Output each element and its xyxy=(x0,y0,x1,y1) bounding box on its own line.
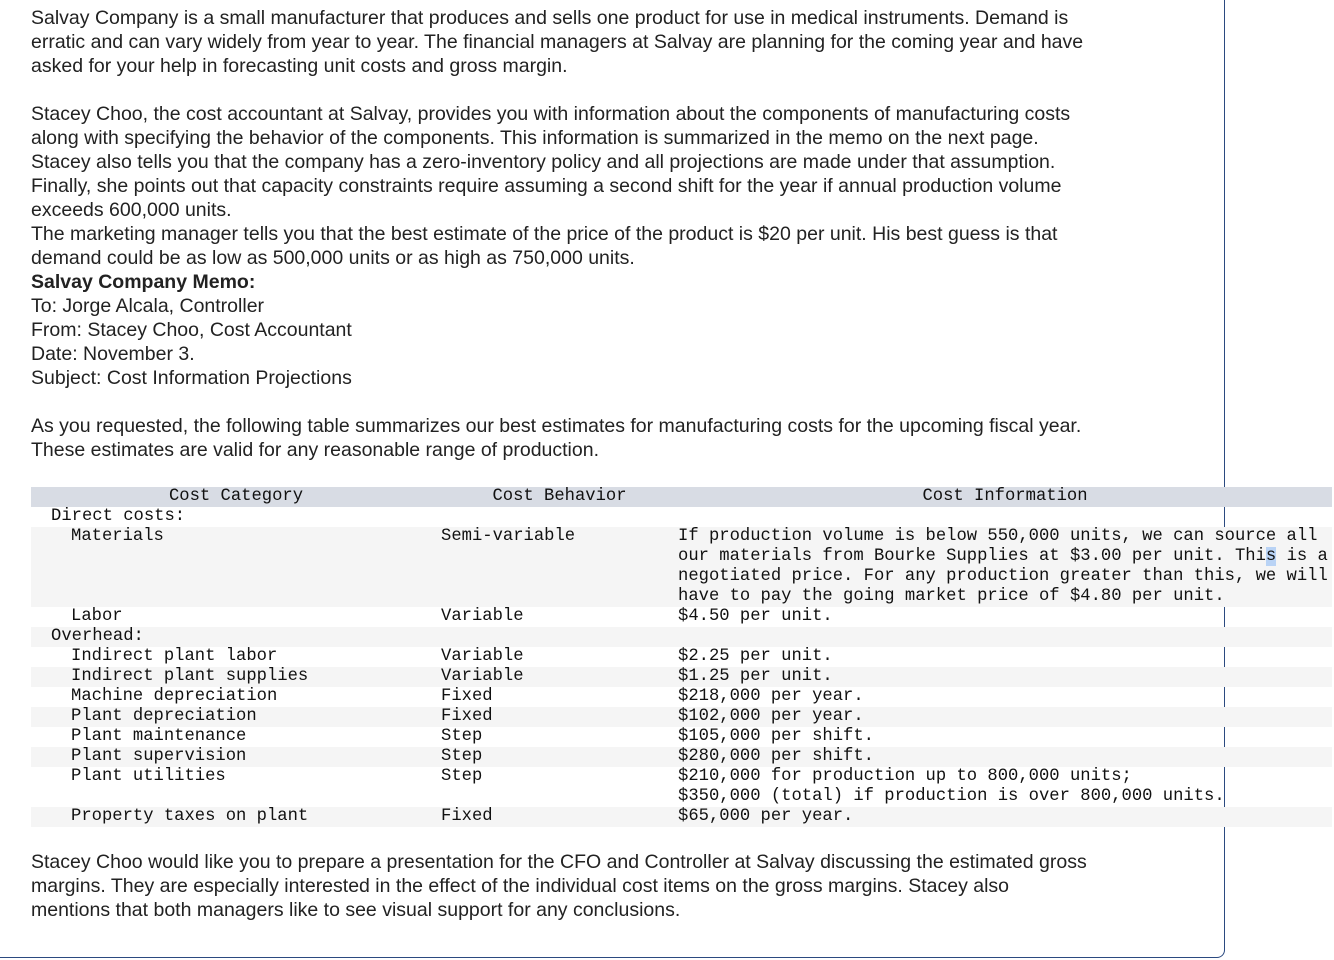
table-row xyxy=(31,647,1332,667)
cost-category-cell: Indirect plant supplies xyxy=(31,667,441,687)
memo-from: From: Stacey Choo, Cost Accountant xyxy=(31,319,352,341)
intro-paragraph-2 xyxy=(31,102,1070,270)
text-line: Stacey Choo would like you to prepare a presentation for the CFO and Controller at Salvay discussing the estimated gross xyxy=(31,851,1087,873)
cost-information-cell xyxy=(678,607,1332,627)
cost-behavior-cell xyxy=(441,507,678,527)
cost-behavior-cell: Semi-variable xyxy=(441,527,678,607)
cost-behavior-cell: Step xyxy=(441,747,678,767)
text-line: erratic and can vary widely from year to year. The financial managers at Salvay are planning for the coming year and have xyxy=(31,31,1084,53)
intro-paragraph-1 xyxy=(31,6,1083,78)
table-row xyxy=(31,727,1332,747)
table-row xyxy=(31,667,1332,687)
table-row xyxy=(31,707,1332,727)
table-row xyxy=(31,747,1332,767)
cost-category-cell: Plant utilities xyxy=(71,767,226,786)
info-line: have to pay the going market price of $4.80 per unit. xyxy=(678,587,1225,606)
cost-category-cell: Plant depreciation xyxy=(31,707,441,727)
table-row xyxy=(31,687,1332,707)
memo-body xyxy=(31,414,1081,462)
memo-subject: Subject: Cost Information Projections xyxy=(31,367,352,389)
info-line: If production volume is below 550,000 units, we can source all xyxy=(678,527,1318,546)
header-cost-category: Cost Category xyxy=(31,487,441,507)
info-line: $280,000 per shift. xyxy=(678,747,874,766)
text-line: exceeds 600,000 units. xyxy=(31,199,232,221)
table-row xyxy=(31,807,1332,827)
cost-information-cell xyxy=(678,527,1332,607)
text-line: mentions that both managers like to see visual support for any conclusions. xyxy=(31,899,681,921)
info-line: $102,000 per year. xyxy=(678,707,864,726)
table-row xyxy=(31,607,1332,627)
cost-table xyxy=(31,487,1332,827)
cost-information-cell xyxy=(678,767,1332,807)
table-row xyxy=(31,507,1332,527)
cost-information-cell xyxy=(678,747,1332,767)
cost-information-cell xyxy=(678,647,1332,667)
info-line: $105,000 per shift. xyxy=(678,727,874,746)
text-line: These estimates are valid for any reasonable range of production. xyxy=(31,439,599,461)
info-line: $65,000 per year. xyxy=(678,807,854,826)
text-line: Salvay Company is a small manufacturer that produces and sells one product for use in medical instruments. Demand is xyxy=(31,7,1069,29)
table-row xyxy=(31,527,1332,607)
memo-to: To: Jorge Alcala, Controller xyxy=(31,295,265,317)
cost-category-cell: Property taxes on plant xyxy=(31,807,441,827)
cost-information-cell xyxy=(678,727,1332,747)
cost-behavior-cell: Fixed xyxy=(441,807,678,827)
text-line: margins. They are especially interested in the effect of the individual cost items on the gross margins. Stacey also xyxy=(31,875,1010,897)
info-line: $1.25 per unit. xyxy=(678,667,833,686)
closing-paragraph xyxy=(31,850,1087,922)
info-line: $4.50 per unit. xyxy=(678,607,833,626)
header-cost-behavior: Cost Behavior xyxy=(441,487,678,507)
cost-category-cell: Indirect plant labor xyxy=(71,647,278,666)
cost-behavior-cell: Variable xyxy=(441,667,678,687)
header-cost-information: Cost Information xyxy=(678,487,1332,507)
cost-category-cell: Direct costs: xyxy=(51,507,186,526)
text-line: The marketing manager tells you that the best estimate of the price of the product is $20 per unit. His best guess is that xyxy=(31,223,1058,245)
cost-category-cell: Machine depreciation xyxy=(71,687,278,706)
cost-behavior-cell: Variable xyxy=(441,607,524,626)
cost-behavior-cell: Fixed xyxy=(441,707,678,727)
cost-category-cell: Labor xyxy=(71,607,123,626)
cost-behavior-cell: Variable xyxy=(441,647,524,666)
info-line: $218,000 per year. xyxy=(678,687,864,706)
cost-information-cell xyxy=(678,627,1332,647)
memo-title: Salvay Company Memo: xyxy=(31,271,256,293)
info-line: $210,000 for production up to 800,000 units; xyxy=(678,767,1132,786)
cost-behavior-cell xyxy=(441,627,678,647)
cost-information-cell xyxy=(678,807,1332,827)
cost-category-cell: Plant supervision xyxy=(31,747,441,767)
cost-category-cell: Overhead: xyxy=(31,627,441,647)
cost-category-cell: Plant maintenance xyxy=(71,727,247,746)
cost-information-cell xyxy=(678,687,1332,707)
text-line: along with specifying the behavior of the components. This information is summarized in the memo on the next page. xyxy=(31,127,1039,149)
text-line: Stacey also tells you that the company has a zero-inventory policy and all projections are made under that assumption. xyxy=(31,151,1056,173)
info-line: our materials from Bourke Supplies at $3.00 per unit. This is a xyxy=(678,547,1328,566)
table-header-row xyxy=(31,487,1332,507)
table-row xyxy=(31,767,1332,807)
cost-category-cell: Materials xyxy=(31,527,441,607)
text-selection: s xyxy=(1265,547,1277,566)
cost-behavior-cell: Step xyxy=(441,767,483,786)
text-line: Finally, she points out that capacity constraints require assuming a second shift for the year if annual production volume xyxy=(31,175,1062,197)
memo-date: Date: November 3. xyxy=(31,343,195,365)
cost-behavior-cell: Step xyxy=(441,727,483,746)
info-line: $350,000 (total) if production is over 800,000 units. xyxy=(678,787,1225,806)
cost-information-cell xyxy=(678,667,1332,687)
text-line: demand could be as low as 500,000 units or as high as 750,000 units. xyxy=(31,247,635,269)
cost-behavior-cell: Fixed xyxy=(441,687,493,706)
cost-information-cell xyxy=(678,707,1332,727)
text-line: As you requested, the following table summarizes our best estimates for manufacturing costs for the upcoming fiscal year. xyxy=(31,415,1082,437)
table-row xyxy=(31,627,1332,647)
cost-information-cell xyxy=(678,507,1332,527)
info-line: negotiated price. For any production greater than this, we will xyxy=(678,567,1328,586)
text-line: Stacey Choo, the cost accountant at Salvay, provides you with information about the components of manufacturing costs xyxy=(31,103,1071,125)
info-line: $2.25 per unit. xyxy=(678,647,833,666)
text-line: asked for your help in forecasting unit costs and gross margin. xyxy=(31,55,568,77)
memo-header xyxy=(31,270,352,390)
